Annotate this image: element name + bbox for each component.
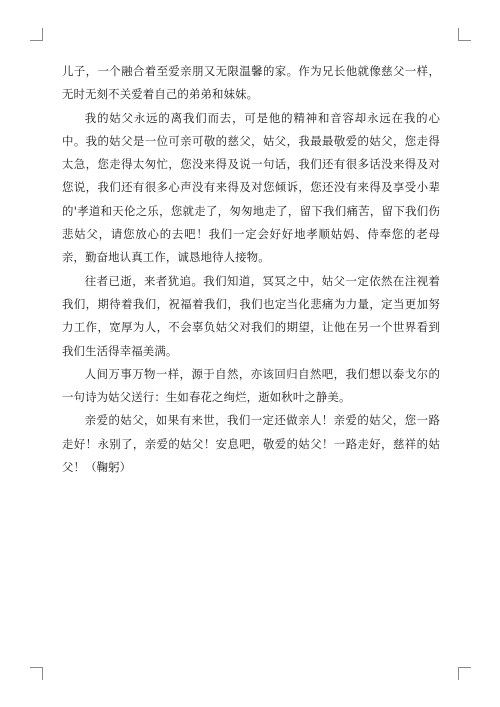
paragraph-closing: 亲爱的姑父，如果有来世，我们一定还做亲人！亲爱的姑父，您一路走好！永别了，亲爱的姑父！安息吧，敬爱的姑父！一路走好，慈祥的姑父！（鞠躬） — [62, 413, 440, 475]
bottom-left-margin-mark — [30, 667, 43, 680]
bottom-right-margin-mark — [458, 667, 471, 680]
top-left-margin-mark — [30, 28, 43, 41]
top-right-margin-mark — [458, 28, 471, 41]
paragraph-expectation: 往者已逝，来者犹追。我们知道，冥冥之中，姑父一定依然在注视着我们，期待着我们，祝福着我们，我们也定当化悲痛为力量，定当更加努力工作，宽厚为人，不会辜负姑父对我们的期望，让他在另一个世界看到我们生活得幸福美满。 — [62, 273, 440, 358]
paragraph-farewell-poem: 人间万事万物一样，源于自然，亦该回归自然吧，我们想以泰戈尔的一句诗为姑父送行：生如春花之绚烂，逝如秋叶之静美。 — [62, 366, 440, 405]
document-body — [62, 60, 440, 479]
paragraph-memory: 我的姑父永远的离我们而去，可是他的精神和音容却永远在我的心中。我的姑父是一位可亲可敬的慈父，姑父，我最最敬爱的姑父，您走得太急，您走得太匆忙，您没来得及说一句话，我们还有很多话没来得及对您说，我们还有很多心声没有来得及对您倾诉，您还没有来得及享受小辈的'孝道和天伦之乐，您就走了，匆匆地走了，留下我们痛苦，留下我们伤悲姑父，请您放心的去吧！我们一定会好好地孝顺姑妈、侍奉您的老母亲，勤奋地认真工作，诚恳地待人接物。 — [62, 110, 440, 265]
paragraph-continuation: 儿子，一个融合着至爱亲朋又无限温馨的家。作为兄长他就像慈父一样，无时无刻不关爱着自己的弟弟和妹妹。 — [62, 64, 440, 102]
